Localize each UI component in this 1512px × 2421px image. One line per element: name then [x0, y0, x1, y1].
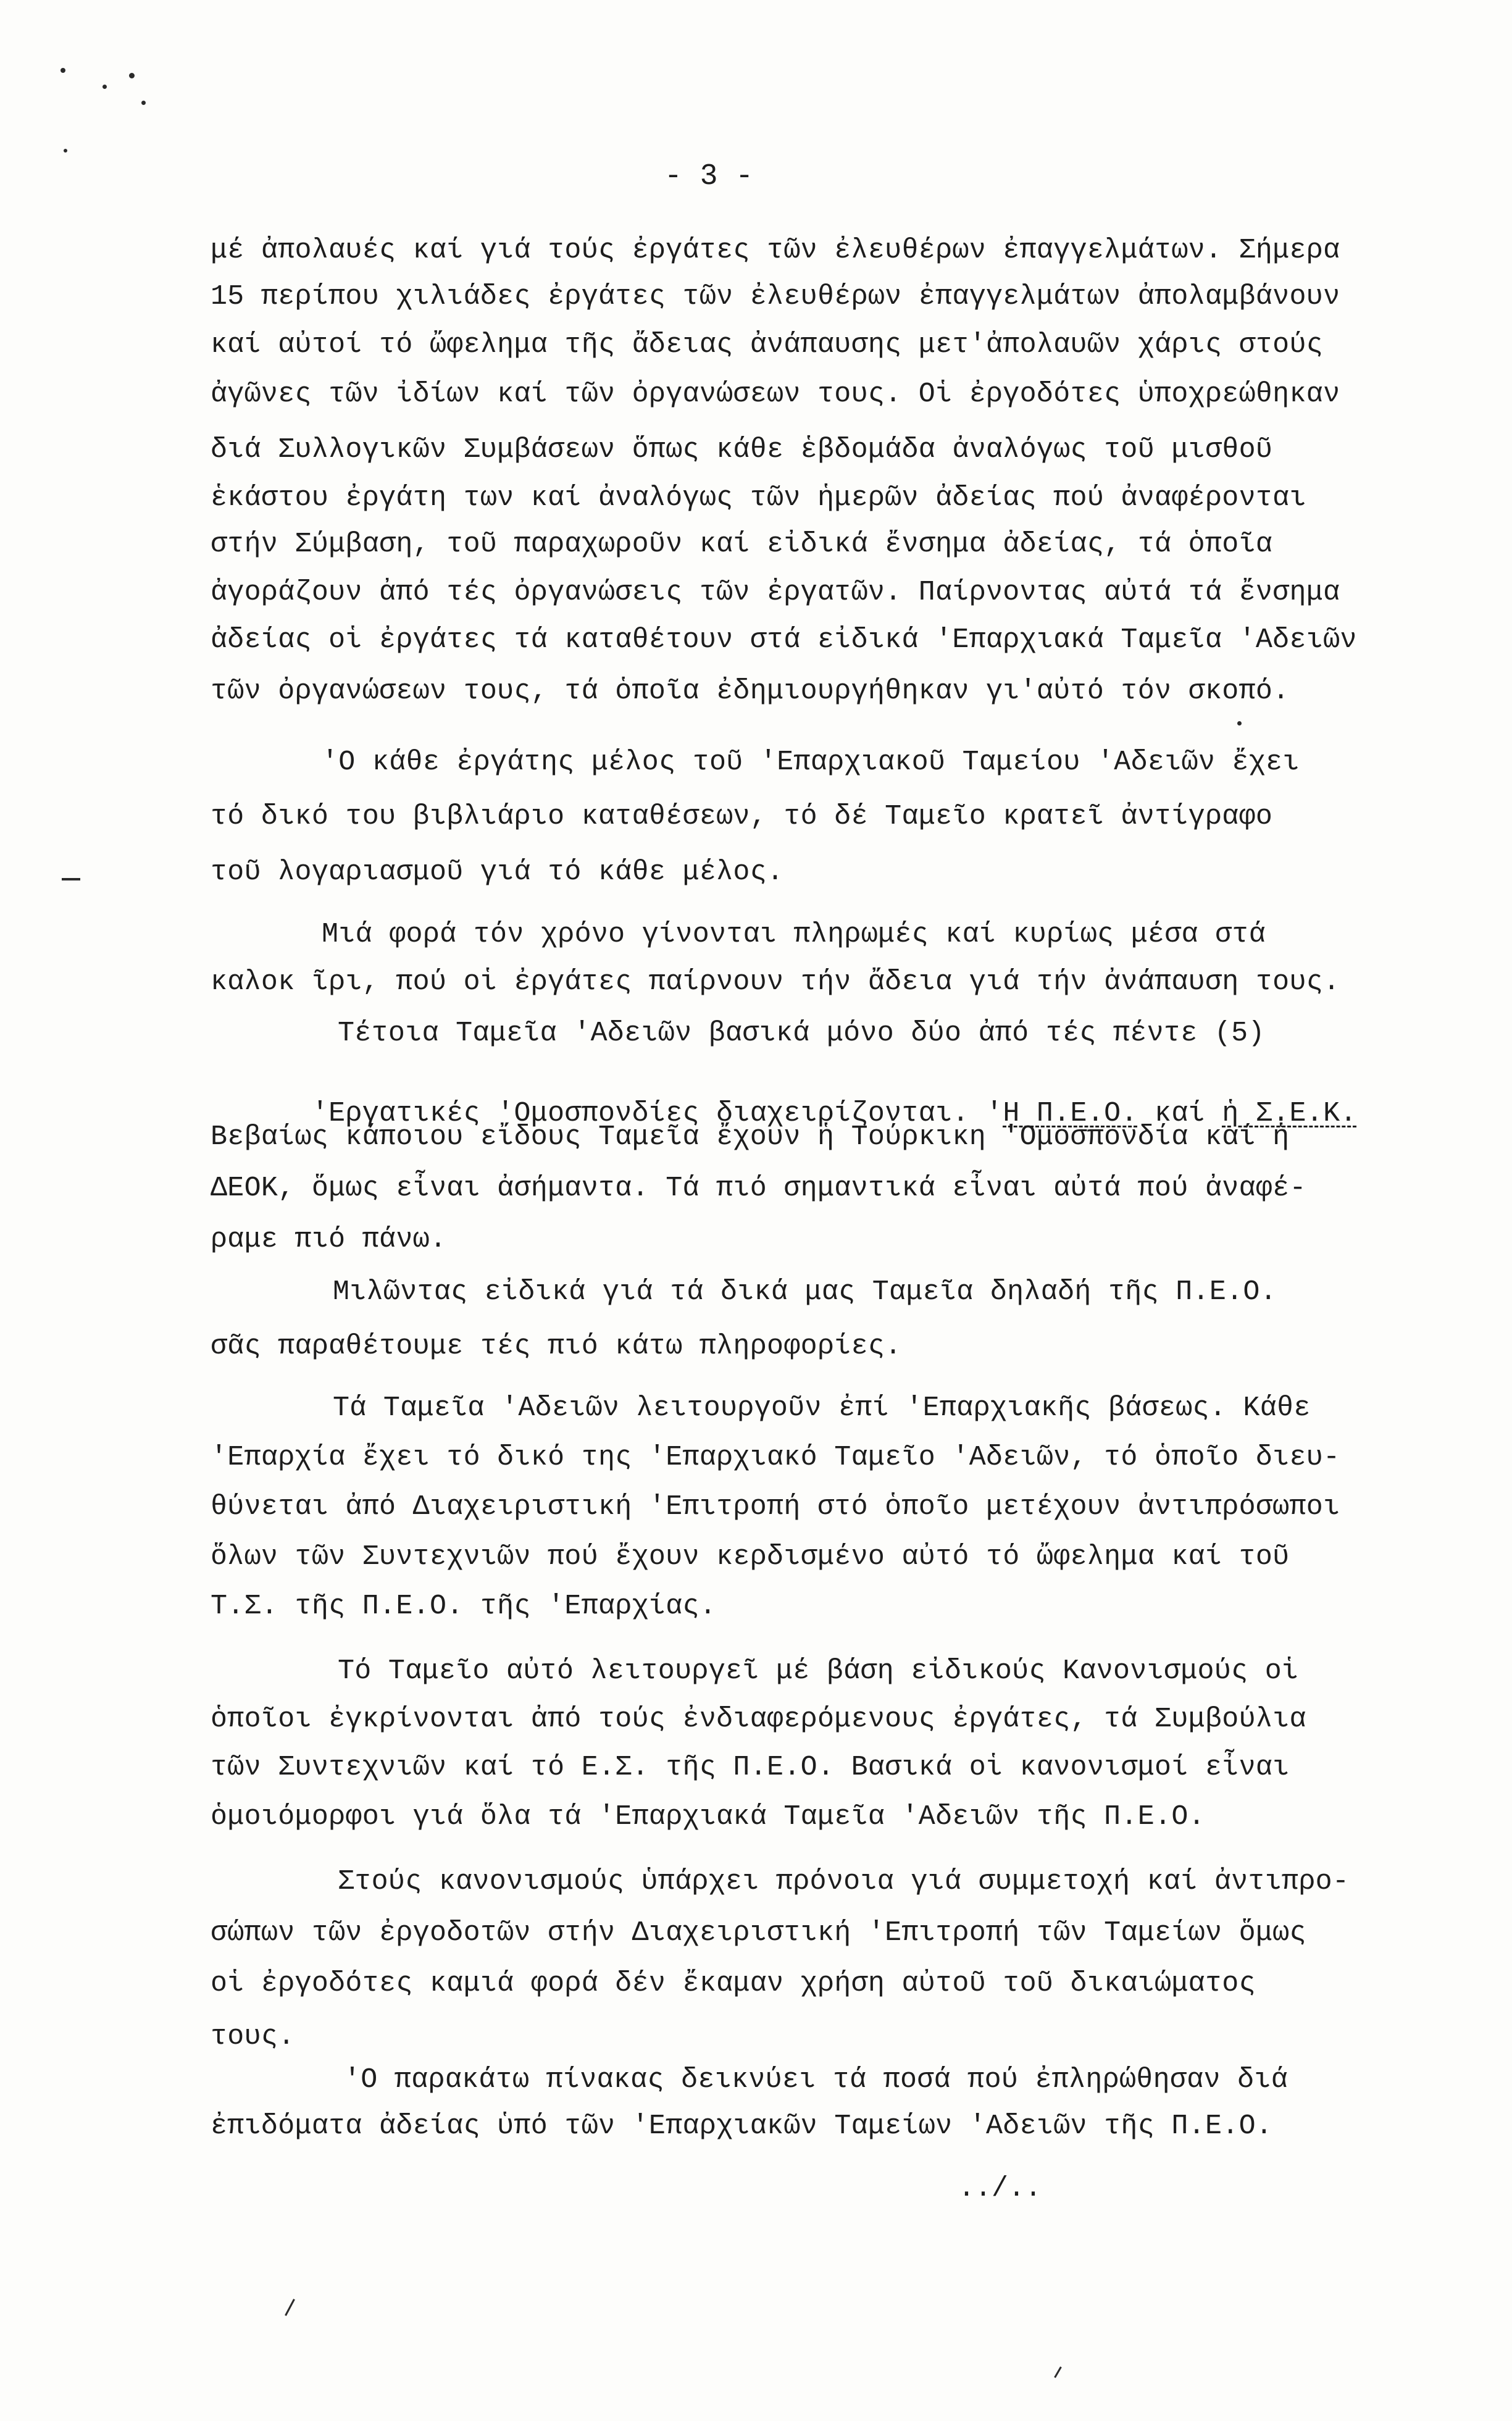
text-line: ὁποῖοι ἐγκρίνονται ἀπό τούς ἐνδιαφερόμενους ἐργάτες, τά Συμβούλια — [211, 1704, 1306, 1735]
underlined-abbreviation: Η Π.Ε.Ο. — [1003, 1098, 1138, 1129]
underlined-abbreviation: ἡ Σ.Ε.Κ. — [1222, 1098, 1357, 1129]
text-line: ἑκάστου ἐργάτη των καί ἀναλόγως τῶν ἡμερῶν ἀδείας πού ἀναφέρονται — [211, 482, 1306, 514]
text-line: Βεβαίως κάποιου εἴδους Ταμεῖα ἔχουν ἡ Τούρκικη 'Ομοσπονδία καί ἡ — [211, 1121, 1290, 1153]
text-line: καλοκ ῖρι, πού οἱ ἐργάτες παίρνουν τήν ἄδεια γιά τήν ἀνάπαυση τους. — [211, 966, 1340, 998]
stray-dot — [64, 149, 67, 153]
margin-dash — [62, 878, 80, 880]
continuation-mark: ../.. — [958, 2173, 1042, 2204]
pencil-stroke — [285, 2299, 295, 2316]
stray-dot — [102, 85, 107, 89]
text-line: Τέτοια Ταμεῖα 'Αδειῶν βασικά μόνο δύο ἀπό τές πέντε (5) — [338, 1018, 1265, 1049]
text-line: στήν Σύμβαση, τοῦ παραχωροῦν καί εἰδικά ἔνσημα ἀδείας, τά ὁποῖα — [211, 529, 1273, 560]
pencil-stroke — [1054, 2367, 1062, 2378]
stray-dot — [1237, 721, 1242, 725]
text-line: ἀγοράζουν ἀπό τές ὀργανώσεις τῶν ἐργατῶν. Παίρνοντας αὐτά τά ἔνσημα — [211, 577, 1340, 608]
text-line: τῶν ὀργανώσεων τους, τά ὁποῖα ἐδημιουργήθηκαν γι'αὐτό τόν σκοπό. — [211, 675, 1290, 707]
text-line: 'Επαρχία ἔχει τό δικό της 'Επαρχιακό Ταμεῖο 'Αδειῶν, τό ὁποῖο διευ- — [211, 1442, 1340, 1473]
text-line: 15 περίπου χιλιάδες ἐργάτες τῶν ἐλευθέρων ἐπαγγελμάτων ἀπολαμβάνουν — [211, 281, 1340, 312]
text-line: θύνεται ἀπό Διαχειριστική 'Επιτροπή στό ὁποῖο μετέχουν ἀντιπρόσωποι — [211, 1491, 1340, 1523]
text-line: 'Ο κάθε ἐργάτης μέλος τοῦ 'Επαρχιακοῦ Ταμείου 'Αδειῶν ἔχει — [322, 746, 1300, 778]
text-line: τό δικό του βιβλιάριο καταθέσεων, τό δέ Ταμεῖο κρατεῖ ἀντίγραφο — [211, 801, 1273, 832]
text-line: σᾶς παραθέτουμε τές πιό κάτω πληροφορίες. — [211, 1331, 902, 1362]
text-segment: 'Εργατικές 'Ομοσπονδίες διαχειρίζονται. ' — [311, 1098, 1003, 1129]
text-line: μέ ἀπολαυές καί γιά τούς ἐργάτες τῶν ἐλευθέρων ἐπαγγελμάτων. Σήμερα — [211, 235, 1340, 266]
text-line: Τ.Σ. τῆς Π.Ε.Ο. τῆς 'Επαρχίας. — [211, 1591, 717, 1622]
text-line: τους. — [211, 2021, 295, 2052]
text-line: ραμε πιό πάνω. — [211, 1224, 447, 1255]
text-line: ἀδείας οἱ ἐργάτες τά καταθέτουν στά εἰδικά 'Επαρχιακά Ταμεῖα 'Αδειῶν — [211, 624, 1357, 656]
text-line: τῶν Συντεχνιῶν καί τό Ε.Σ. τῆς Π.Ε.Ο. Βασικά οἱ κανονισμοί εἶναι — [211, 1752, 1290, 1783]
text-line: Μιλῶντας εἰδικά γιά τά δικά μας Ταμεῖα δηλαδή τῆς Π.Ε.Ο. — [333, 1276, 1277, 1308]
stray-dot — [129, 73, 135, 78]
text-line: Στούς κανονισμούς ὑπάρχει πρόνοια γιά συμμετοχή καί ἀντιπρο- — [338, 1866, 1350, 1897]
text-line: τοῦ λογαριασμοῦ γιά τό κάθε μέλος. — [211, 856, 784, 888]
text-line: καί αὐτοί τό ὤφελημα τῆς ἄδειας ἀνάπαυσης μετ'ἀπολαυῶν χάρις στούς — [211, 329, 1324, 361]
text-line: 'Ο παρακάτω πίνακας δεικνύει τά ποσά πού ἐπληρώθησαν διά — [344, 2064, 1289, 2096]
page-number: - 3 - — [664, 160, 754, 193]
text-line: Τά Ταμεῖα 'Αδειῶν λειτουργοῦν ἐπί 'Επαρχιακῆς βάσεως. Κάθε — [333, 1392, 1311, 1424]
text-segment: καί — [1137, 1098, 1222, 1129]
text-line: ἀγῶνες τῶν ἰδίων καί τῶν ὀργανώσεων τους. Οἱ ἐργοδότες ὑποχρεώθηκαν — [211, 378, 1340, 410]
text-line: ὅλων τῶν Συντεχνιῶν πού ἔχουν κερδισμένο αὐτό τό ὤφελημα καί τοῦ — [211, 1541, 1290, 1573]
text-line: διά Συλλογικῶν Συμβάσεων ὅπως κάθε ἑβδομάδα ἀναλόγως τοῦ μισθοῦ — [211, 434, 1273, 466]
text-line: ΔΕΟΚ, ὅμως εἶναι ἀσήμαντα. Τά πιό σημαντικά εἶναι αὐτά πού ἀναφέ- — [211, 1173, 1306, 1204]
text-line: οἱ ἐργοδότες καμιά φορά δέν ἔκαμαν χρήση αὐτοῦ τοῦ δικαιώματος — [211, 1968, 1256, 1999]
text-line: Τό Ταμεῖο αὐτό λειτουργεῖ μέ βάση εἰδικούς Κανονισμούς οἱ — [338, 1655, 1299, 1687]
text-line: σώπων τῶν ἐργοδοτῶν στήν Διαχειριστική 'Επιτροπή τῶν Ταμείων ὅμως — [211, 1917, 1306, 1949]
stray-dot — [141, 101, 146, 105]
text-line: ἐπιδόματα ἀδείας ὑπό τῶν 'Επαρχιακῶν Ταμείων 'Αδειῶν τῆς Π.Ε.Ο. — [211, 2110, 1273, 2142]
stray-dot — [61, 68, 65, 73]
text-line: Μιά φορά τόν χρόνο γίνονται πληρωμές καί κυρίως μέσα στά — [322, 919, 1266, 950]
text-line: ὁμοιόμορφοι γιά ὅλα τά 'Επαρχιακά Ταμεῖα 'Αδειῶν τῆς Π.Ε.Ο. — [211, 1801, 1205, 1833]
